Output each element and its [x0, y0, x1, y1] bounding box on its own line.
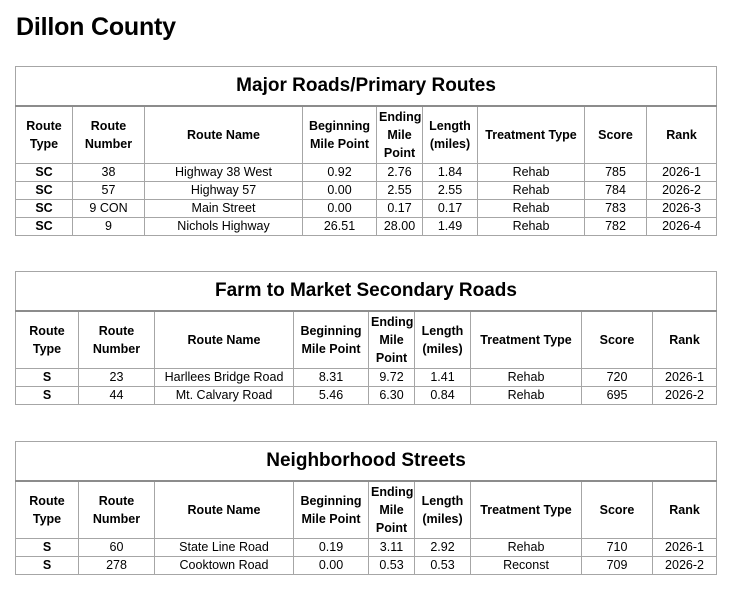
- col-ending-mile-point: Ending Mile Point: [377, 106, 423, 163]
- cell-route-type: S: [16, 556, 79, 574]
- cell-rank: 2026-4: [647, 217, 717, 235]
- cell-route-number: 9: [73, 217, 145, 235]
- col-route-type: Route Type: [16, 106, 73, 163]
- col-route-type: Route Type: [16, 311, 79, 368]
- col-length: Length (miles): [423, 106, 478, 163]
- cell-route-number: 38: [73, 163, 145, 181]
- col-treatment-type: Treatment Type: [471, 311, 582, 368]
- cell-ending-mile-point: 28.00: [377, 217, 423, 235]
- section-major-roads: [15, 66, 716, 236]
- cell-beginning-mile-point: 0.92: [303, 163, 377, 181]
- routes-table: [15, 271, 717, 405]
- cell-beginning-mile-point: 0.00: [303, 199, 377, 217]
- col-length: Length (miles): [415, 311, 471, 368]
- cell-route-number: 57: [73, 181, 145, 199]
- col-rank: Rank: [647, 106, 717, 163]
- cell-route-number: 60: [79, 538, 155, 556]
- cell-route-name: Highway 57: [145, 181, 303, 199]
- table-row: [16, 217, 717, 235]
- cell-route-type: SC: [16, 217, 73, 235]
- cell-beginning-mile-point: 26.51: [303, 217, 377, 235]
- cell-route-number: 23: [79, 368, 155, 386]
- cell-route-type: S: [16, 538, 79, 556]
- col-beginning-mile-point: Beginning Mile Point: [294, 481, 369, 538]
- table-row: [16, 368, 717, 386]
- table-row: [16, 386, 717, 404]
- cell-beginning-mile-point: 8.31: [294, 368, 369, 386]
- cell-rank: 2026-1: [647, 163, 717, 181]
- cell-route-name: Cooktown Road: [155, 556, 294, 574]
- cell-treatment-type: Rehab: [478, 217, 585, 235]
- col-treatment-type: Treatment Type: [478, 106, 585, 163]
- col-score: Score: [582, 311, 653, 368]
- cell-score: 783: [585, 199, 647, 217]
- cell-score: 695: [582, 386, 653, 404]
- section-title: Farm to Market Secondary Roads: [16, 272, 717, 312]
- cell-score: 782: [585, 217, 647, 235]
- cell-rank: 2026-2: [647, 181, 717, 199]
- cell-treatment-type: Rehab: [471, 368, 582, 386]
- cell-length: 0.53: [415, 556, 471, 574]
- table-row: [16, 199, 717, 217]
- cell-route-name: Mt. Calvary Road: [155, 386, 294, 404]
- cell-route-name: Main Street: [145, 199, 303, 217]
- col-treatment-type: Treatment Type: [471, 481, 582, 538]
- col-rank: Rank: [653, 481, 717, 538]
- col-rank: Rank: [653, 311, 717, 368]
- cell-rank: 2026-1: [653, 368, 717, 386]
- cell-rank: 2026-1: [653, 538, 717, 556]
- cell-route-type: S: [16, 368, 79, 386]
- cell-route-type: S: [16, 386, 79, 404]
- col-ending-mile-point: Ending Mile Point: [369, 481, 415, 538]
- cell-route-number: 278: [79, 556, 155, 574]
- cell-route-type: SC: [16, 163, 73, 181]
- col-ending-mile-point: Ending Mile Point: [369, 311, 415, 368]
- cell-ending-mile-point: 0.53: [369, 556, 415, 574]
- cell-score: 784: [585, 181, 647, 199]
- table-row: [16, 181, 717, 199]
- section-title: Neighborhood Streets: [16, 442, 717, 482]
- col-score: Score: [582, 481, 653, 538]
- col-route-name: Route Name: [145, 106, 303, 163]
- cell-length: 0.17: [423, 199, 478, 217]
- cell-length: 2.55: [423, 181, 478, 199]
- col-beginning-mile-point: Beginning Mile Point: [303, 106, 377, 163]
- cell-beginning-mile-point: 0.00: [294, 556, 369, 574]
- cell-length: 1.41: [415, 368, 471, 386]
- cell-treatment-type: Rehab: [471, 538, 582, 556]
- cell-treatment-type: Reconst: [471, 556, 582, 574]
- cell-length: 1.84: [423, 163, 478, 181]
- cell-rank: 2026-2: [653, 556, 717, 574]
- col-score: Score: [585, 106, 647, 163]
- table-row: [16, 556, 717, 574]
- col-route-number: Route Number: [73, 106, 145, 163]
- cell-beginning-mile-point: 0.00: [303, 181, 377, 199]
- cell-ending-mile-point: 2.76: [377, 163, 423, 181]
- cell-length: 1.49: [423, 217, 478, 235]
- cell-beginning-mile-point: 5.46: [294, 386, 369, 404]
- page-title: Dillon County: [16, 13, 176, 41]
- col-beginning-mile-point: Beginning Mile Point: [294, 311, 369, 368]
- table-row: [16, 538, 717, 556]
- col-route-number: Route Number: [79, 311, 155, 368]
- cell-route-number: 44: [79, 386, 155, 404]
- cell-route-type: SC: [16, 181, 73, 199]
- section-farm-to-market: [15, 271, 716, 405]
- col-route-type: Route Type: [16, 481, 79, 538]
- cell-ending-mile-point: 9.72: [369, 368, 415, 386]
- cell-treatment-type: Rehab: [471, 386, 582, 404]
- cell-route-name: Harllees Bridge Road: [155, 368, 294, 386]
- cell-score: 710: [582, 538, 653, 556]
- cell-route-name: Nichols Highway: [145, 217, 303, 235]
- cell-route-number: 9 CON: [73, 199, 145, 217]
- routes-table: [15, 66, 717, 236]
- section-neighborhood-streets: [15, 441, 716, 575]
- cell-length: 2.92: [415, 538, 471, 556]
- col-route-name: Route Name: [155, 311, 294, 368]
- cell-ending-mile-point: 3.11: [369, 538, 415, 556]
- cell-score: 785: [585, 163, 647, 181]
- cell-length: 0.84: [415, 386, 471, 404]
- cell-ending-mile-point: 2.55: [377, 181, 423, 199]
- cell-score: 720: [582, 368, 653, 386]
- table-row: [16, 163, 717, 181]
- cell-ending-mile-point: 6.30: [369, 386, 415, 404]
- cell-route-name: Highway 38 West: [145, 163, 303, 181]
- section-title: Major Roads/Primary Routes: [16, 67, 717, 107]
- cell-ending-mile-point: 0.17: [377, 199, 423, 217]
- col-length: Length (miles): [415, 481, 471, 538]
- cell-treatment-type: Rehab: [478, 199, 585, 217]
- cell-treatment-type: Rehab: [478, 163, 585, 181]
- col-route-number: Route Number: [79, 481, 155, 538]
- cell-rank: 2026-3: [647, 199, 717, 217]
- routes-table: [15, 441, 717, 575]
- cell-beginning-mile-point: 0.19: [294, 538, 369, 556]
- cell-treatment-type: Rehab: [478, 181, 585, 199]
- cell-score: 709: [582, 556, 653, 574]
- cell-route-type: SC: [16, 199, 73, 217]
- col-route-name: Route Name: [155, 481, 294, 538]
- cell-route-name: State Line Road: [155, 538, 294, 556]
- cell-rank: 2026-2: [653, 386, 717, 404]
